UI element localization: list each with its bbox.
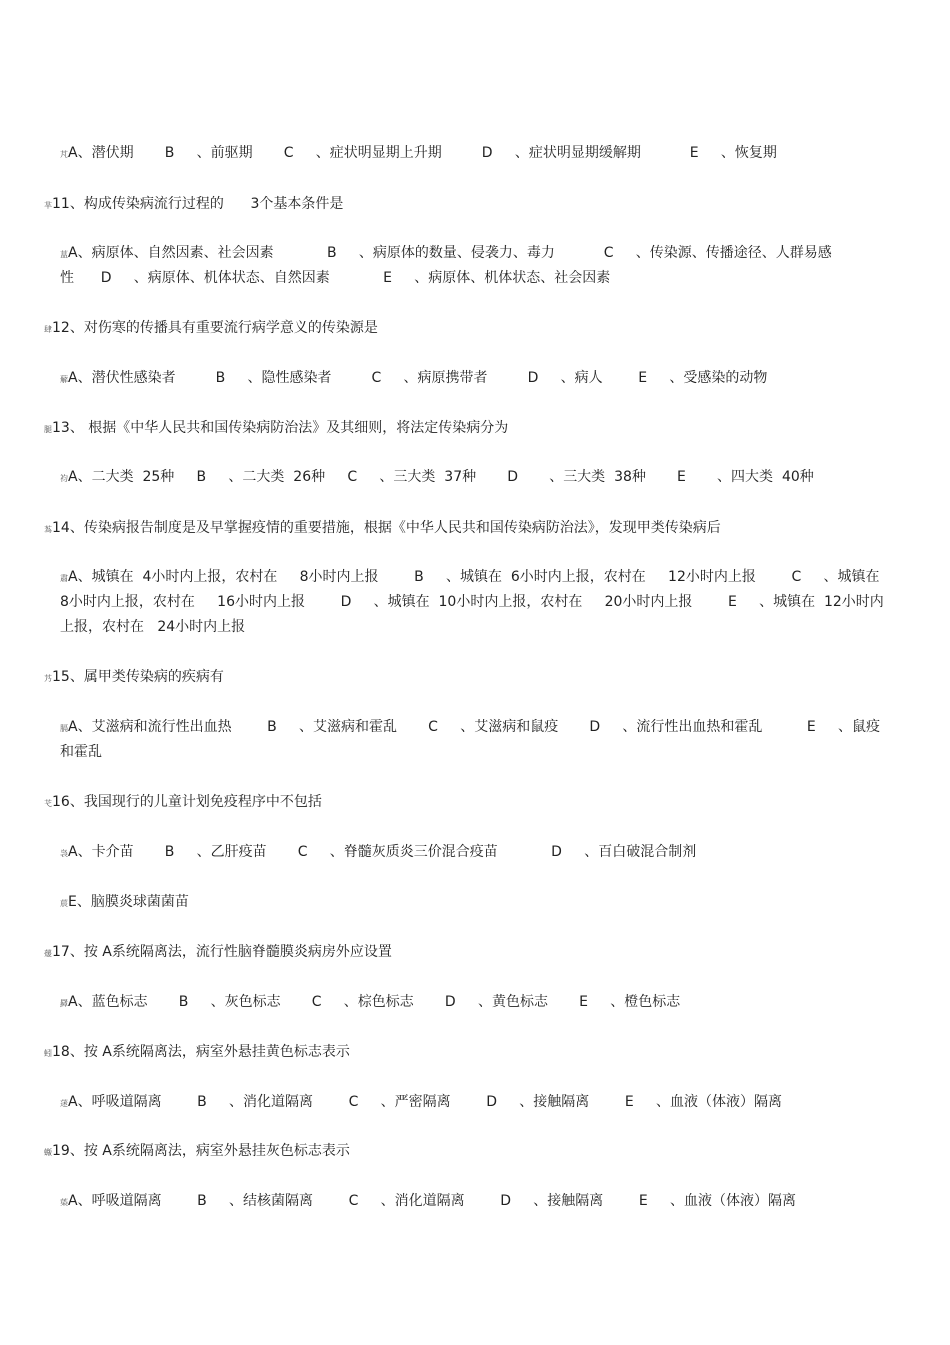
line-text: E、脑膜炎球菌菌苗	[68, 894, 189, 910]
q16-stem	[44, 793, 322, 813]
line-text: 19、按 A系统隔离法，病室外悬挂灰色标志表示	[52, 1143, 350, 1159]
margin-mark: 蒁	[60, 1099, 68, 1108]
q17-options	[60, 993, 680, 1013]
margin-mark: 蒀	[60, 250, 68, 259]
line-text: 和霍乱	[60, 744, 102, 760]
q12-stem	[44, 319, 378, 339]
margin-mark: 腿	[44, 425, 52, 434]
line-text: 17、按 A系统隔离法，流行性脑脊髓膜炎病房外应设置	[52, 944, 392, 960]
margin-mark: 肅	[60, 574, 68, 583]
q18-options	[60, 1093, 782, 1113]
line-text: 13、 根据《中华人民共和国传染病防治法》及其细则，将法定传染病分为	[52, 420, 509, 436]
line-text: 11、构成传染病流行过程的 3个基本条件是	[52, 196, 344, 212]
q11-options-cont	[60, 269, 610, 289]
margin-mark: 芅	[44, 799, 52, 808]
line-text: A、蓝色标志 B 、灰色标志 C 、棕色标志 D 、黄色标志 E 、橙色标志	[68, 994, 681, 1010]
line-text: 12、对伤寒的传播具有重要流行病学意义的传染源是	[52, 320, 378, 336]
line-text: 15、属甲类传染病的疾病有	[52, 669, 224, 685]
margin-mark: 蕿	[44, 949, 52, 958]
margin-mark: 蝂	[44, 1148, 52, 1157]
q16-options	[60, 843, 696, 863]
q13-stem	[44, 419, 508, 439]
q15-options	[60, 718, 880, 738]
line-text: 8小时内上报，农村在 16小时内上报 D 、城镇在 10小时内上报，农村在 20小时内上报 E 、城镇在 12小时内	[60, 594, 884, 610]
q19-options	[60, 1192, 796, 1212]
line-text: A、城镇在 4小时内上报，农村在 8小时内上报 B 、城镇在 6小时内上报，农村在 12小时内上报 C 、城镇在	[68, 569, 880, 585]
margin-mark: 袀	[60, 474, 68, 483]
q18-stem	[44, 1043, 350, 1063]
q14-options-cont	[60, 593, 884, 613]
margin-mark: 芃	[60, 150, 68, 159]
margin-mark: 袅	[60, 849, 68, 858]
q12-options	[60, 369, 767, 389]
margin-mark: 薢	[60, 375, 68, 384]
q17-stem	[44, 943, 392, 963]
q19-stem	[44, 1142, 350, 1162]
line-text: A、艾滋病和流行性出血热 B 、艾滋病和霍乱 C 、艾滋病和鼠疫 D 、流行性出血热和霍乱 E 、鼠疫	[68, 719, 880, 735]
q11-options	[60, 244, 832, 264]
margin-mark: 肆	[44, 325, 52, 334]
line-text: A、潜伏期 B 、前驱期 C 、症状明显期上升期 D 、症状明显期缓解期 E 、恢复期	[68, 145, 777, 161]
q10-options	[60, 144, 777, 164]
margin-mark: 羄	[60, 999, 68, 1008]
margin-mark: 莀	[60, 899, 68, 908]
q13-options	[60, 468, 814, 488]
q15-stem	[44, 668, 224, 688]
line-text: A、呼吸道隔离 B 、消化道隔离 C 、严密隔离 D 、接触隔离 E 、血液（体液）隔离	[68, 1094, 782, 1110]
margin-mark: 芈	[44, 201, 52, 210]
q15-options-cont	[60, 743, 102, 763]
q14-stem	[44, 519, 721, 539]
q14-options	[60, 568, 880, 588]
q16-options-cont	[60, 893, 189, 913]
line-text: A、呼吸道隔离 B 、结核菌隔离 C 、消化道隔离 D 、接触隔离 E 、血液（体液）隔离	[68, 1193, 796, 1209]
line-text: 性 D 、病原体、机体状态、自然因素 E 、病原体、机体状态、社会因素	[60, 270, 611, 286]
line-text: A、二大类 25种 B 、二大类 26种 C 、三大类 37种 D 、三大类 38种 E 、四大类 40种	[68, 469, 814, 485]
line-text: A、卡介苗 B 、乙肝疫苗 C 、脊髓灰质炎三价混合疫苗 D 、百白破混合制剂	[68, 844, 697, 860]
margin-mark: 蚓	[44, 1049, 52, 1058]
q11-stem	[44, 195, 343, 215]
line-text: 14、传染病报告制度是及早掌握疫情的重要措施，根据《中华人民共和国传染病防治法》，发现甲类传染病后	[52, 520, 721, 536]
line-text: A、病原体、自然因素、社会因素 B 、病原体的数量、侵袭力、毒力 C 、传染源、传播途径、人群易感	[68, 245, 832, 261]
margin-mark: 蒍	[44, 525, 52, 534]
line-text: 上报，农村在 24小时内上报	[60, 619, 246, 635]
margin-mark: 膈	[60, 724, 68, 733]
line-text: A、潜伏性感染者 B 、隐性感染者 C 、病原携带者 D 、病人 E 、受感染的动物	[68, 370, 768, 386]
q14-options-cont2	[60, 618, 245, 638]
margin-mark: 艿	[44, 674, 52, 683]
line-text: 18、按 A系统隔离法，病室外悬挂黄色标志表示	[52, 1044, 350, 1060]
margin-mark: 蒅	[60, 1198, 68, 1207]
line-text: 16、我国现行的儿童计划免疫程序中不包括	[52, 794, 322, 810]
